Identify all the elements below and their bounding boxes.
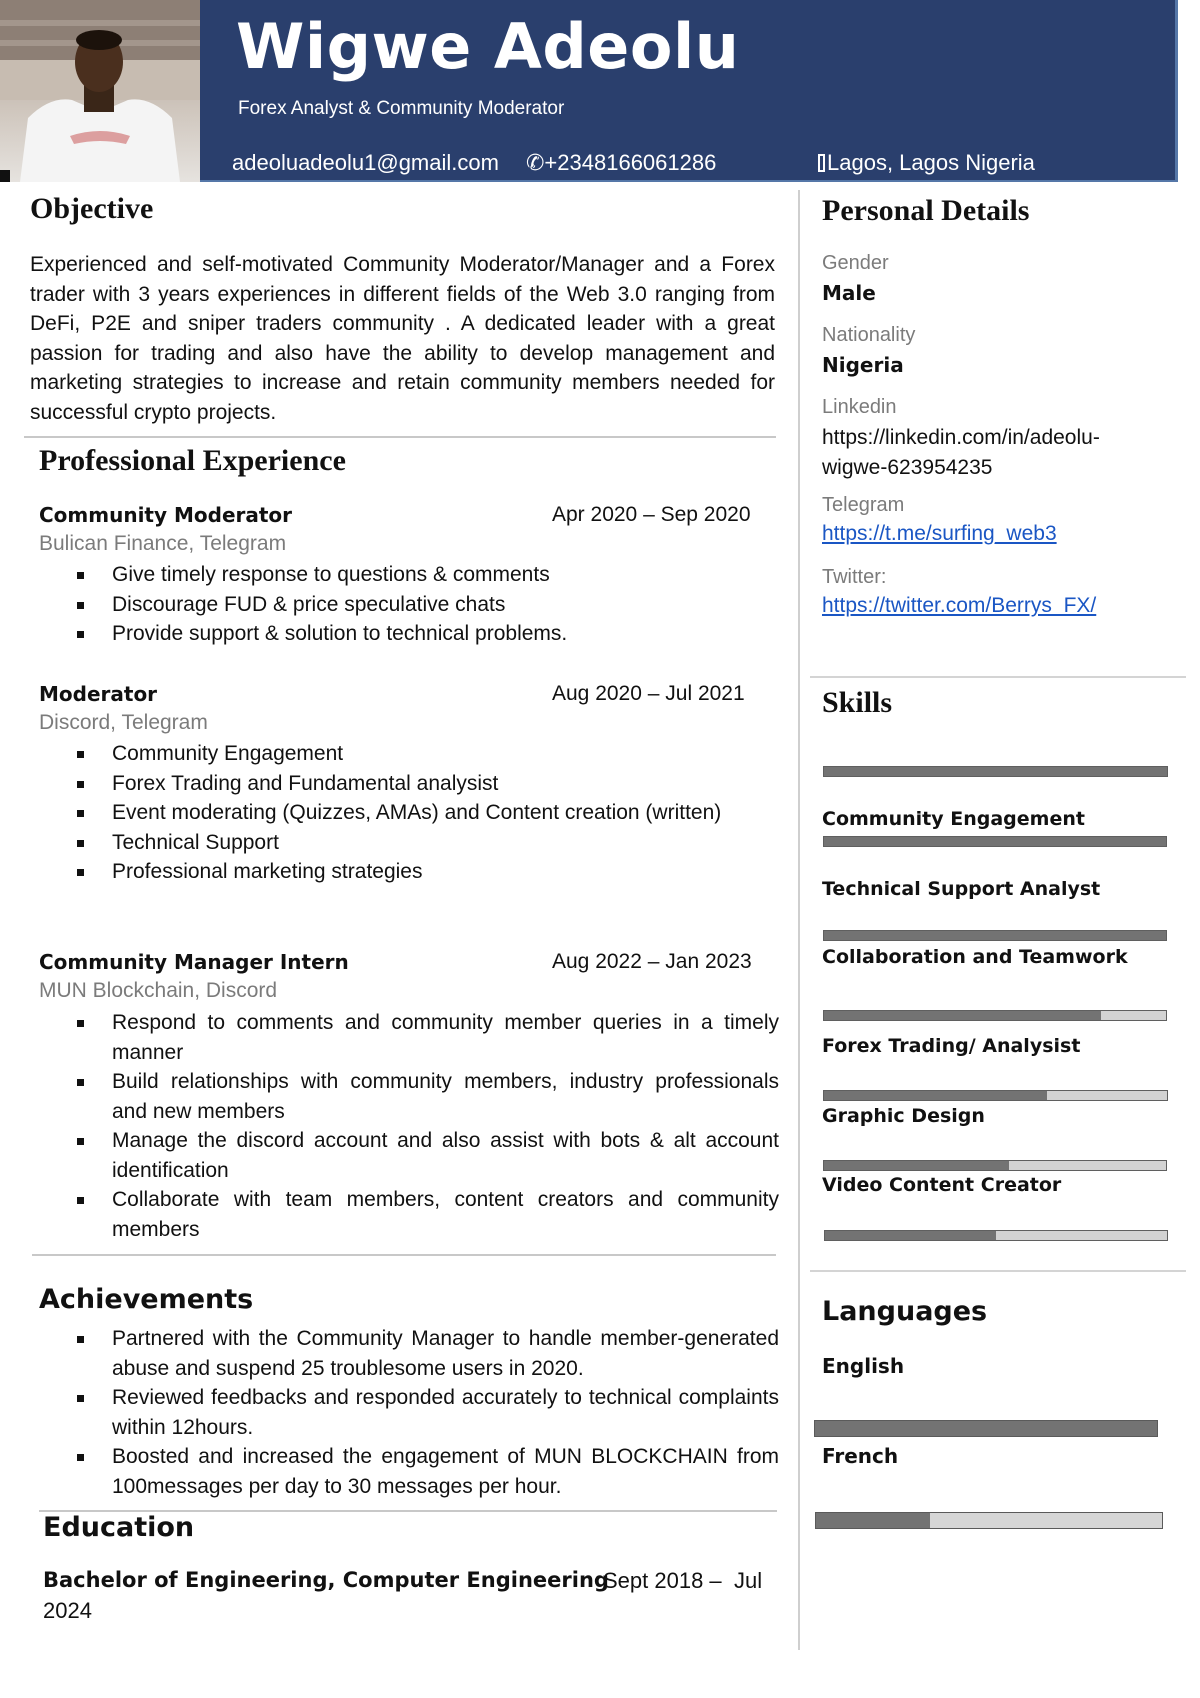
job-title: Community Manager Intern	[39, 950, 349, 974]
skill-name: Graphic Design	[822, 1105, 985, 1127]
profile-photo	[0, 0, 200, 182]
education-date-start: Sept 2018 –	[603, 1568, 722, 1593]
skill-bar-fill	[825, 1231, 996, 1240]
list-item: Respond to comments and community member queries in a timely manner	[39, 1008, 779, 1067]
job-bullets	[39, 560, 779, 649]
personal-details-title: Personal Details	[822, 194, 1030, 227]
skill-bar	[823, 766, 1168, 777]
job-title: Community Moderator	[39, 503, 293, 527]
list-item: Discourage FUD & price speculative chats	[39, 590, 779, 620]
list-item: Manage the discord account and also assist with bots & alt account identification	[39, 1126, 779, 1185]
linkedin-url[interactable]: https://linkedin.com/in/adeolu-	[822, 426, 1100, 449]
language-name: English	[822, 1354, 905, 1378]
languages-title: Languages	[822, 1296, 988, 1327]
language-bar-fill	[815, 1421, 1157, 1436]
skill-bar-fill	[824, 1011, 1101, 1020]
skill-bar-fill	[824, 1161, 1009, 1170]
experience-title: Professional Experience	[39, 444, 346, 477]
skill-bar	[823, 1090, 1168, 1101]
skill-name: Technical Support Analyst	[822, 878, 1101, 900]
list-item: Provide support & solution to technical problems.	[39, 619, 779, 649]
linkedin-label: Linkedin	[822, 396, 897, 418]
language-bar-fill	[816, 1513, 930, 1528]
column-divider	[798, 190, 800, 1650]
education-title: Education	[43, 1512, 195, 1543]
job-org: MUN Blockchain, Discord	[39, 979, 278, 1002]
twitter-link[interactable]: https://twitter.com/Berrys_FX/	[822, 594, 1097, 617]
divider	[24, 436, 776, 438]
list-item: Collaborate with team members, content creators and community members	[39, 1185, 779, 1244]
divider	[810, 1270, 1186, 1272]
phone-number: ✆+2348166061286	[526, 150, 717, 175]
gender-label: Gender	[822, 252, 889, 274]
location-icon	[818, 154, 825, 172]
skill-bar	[823, 1010, 1167, 1021]
linkedin-url-continued[interactable]: wigwe-623954235	[822, 456, 993, 479]
skill-bar-fill	[824, 931, 1166, 940]
education-date-year: 2024	[43, 1598, 92, 1623]
skill-bar-fill	[824, 767, 1167, 776]
skill-bar-fill	[824, 837, 1166, 846]
achievements-bullets	[39, 1324, 779, 1501]
list-item: Professional marketing strategies	[39, 857, 779, 887]
objective-title: Objective	[30, 192, 154, 225]
list-item: Build relationships with community members, industry professionals and new members	[39, 1067, 779, 1126]
skill-name: Community Engagement	[822, 808, 1085, 830]
twitter-label: Twitter:	[822, 566, 887, 588]
list-item: Event moderating (Quizzes, AMAs) and Content creation (written)	[39, 798, 779, 828]
language-name: French	[822, 1444, 899, 1468]
email-link[interactable]: adeoluadeolu1@gmail.com	[232, 150, 499, 175]
nationality-label: Nationality	[822, 324, 916, 346]
list-item: Forex Trading and Fundamental analysist	[39, 769, 779, 799]
list-item: Give timely response to questions & comments	[39, 560, 779, 590]
profile-photo-image	[0, 0, 200, 182]
list-item: Reviewed feedbacks and responded accurately to technical complaints within 12hours.	[39, 1383, 779, 1442]
skill-name: Video Content Creator	[822, 1174, 1062, 1196]
language-bar	[815, 1512, 1163, 1529]
job-date: Aug 2020 – Jul 2021	[552, 682, 745, 705]
candidate-tagline: Forex Analyst & Community Moderator	[238, 98, 565, 119]
job-bullets	[39, 739, 779, 887]
list-item: Technical Support	[39, 828, 779, 858]
list-item: Boosted and increased the engagement of MUN BLOCKCHAIN from 100messages per day to 30 messages per hour.	[39, 1442, 779, 1501]
objective-text: Experienced and self-motivated Community Moderator/Manager and a Forex trader with 3 years experiences in different fields of the Web 3.0 ranging from DeFi, P2E and sniper traders community . A dedicated leader with a great passion for trading and also have the ability to develop management and marketing strategies to increase and retain community members needed for successful crypto projects.	[30, 253, 775, 424]
job-date: Apr 2020 – Sep 2020	[552, 503, 751, 526]
candidate-name: Wigwe Adeolu	[236, 10, 740, 83]
telegram-label: Telegram	[822, 494, 905, 516]
achievements-title: Achievements	[39, 1284, 254, 1315]
skill-bar	[823, 836, 1167, 847]
skills-title: Skills	[822, 686, 893, 719]
skill-bar	[824, 1230, 1168, 1241]
telegram-link[interactable]: https://t.me/surfing_web3	[822, 522, 1057, 545]
list-item: Partnered with the Community Manager to handle member-generated abuse and suspend 25 troublesome users in 2020.	[39, 1324, 779, 1383]
location	[818, 150, 1035, 176]
job-date: Aug 2022 – Jan 2023	[552, 950, 752, 973]
skill-bar	[823, 930, 1167, 941]
skill-bar-fill	[824, 1091, 1047, 1100]
skill-name: Collaboration and Teamwork	[822, 946, 1128, 968]
nationality-value: Nigeria	[822, 353, 904, 377]
job-org: Discord, Telegram	[39, 711, 208, 734]
gender-value: Male	[822, 281, 876, 305]
job-org: Bulican Finance, Telegram	[39, 532, 287, 555]
job-title: Moderator	[39, 682, 158, 706]
divider	[810, 676, 1186, 678]
divider	[32, 1254, 776, 1256]
list-item: Community Engagement	[39, 739, 779, 769]
education-date-end: Jul	[734, 1568, 763, 1593]
location-text: Lagos, Lagos Nigeria	[827, 150, 1035, 175]
skill-bar	[823, 1160, 1167, 1171]
skill-name: Forex Trading/ Analysist	[822, 1035, 1081, 1057]
degree: Bachelor of Engineering, Computer Engineering	[43, 1568, 609, 1592]
language-bar	[814, 1420, 1158, 1437]
job-bullets	[39, 1008, 779, 1244]
